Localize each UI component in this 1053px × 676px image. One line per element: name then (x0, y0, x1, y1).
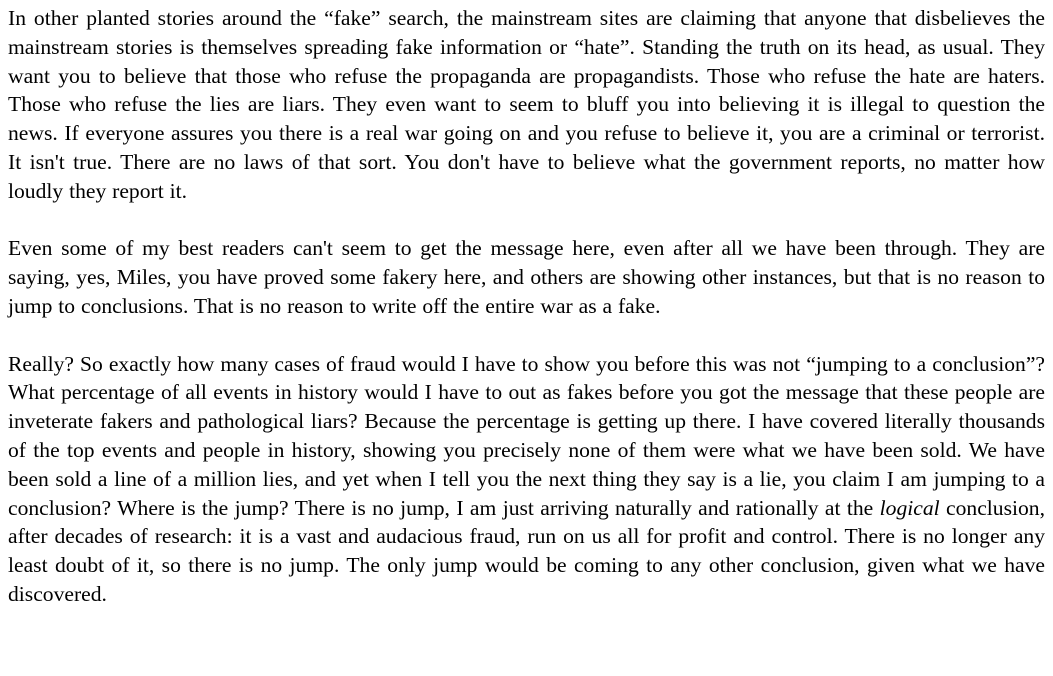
paragraph-3-emphasis: logical (879, 495, 940, 520)
paragraph-3-text-after: conclusion, after decades of research: it is a vast and audacious fraud, run on us all for profit and control. There is no longer any least doubt of it, so there is no jump. The only jump would be coming to any other conclusion, given what we have discovered. (8, 495, 1045, 606)
paragraph-1: In other planted stories around the “fake” search, the mainstream sites are claiming that anyone that disbelieves the mainstream stories is themselves spreading fake information or “hate”. Standing the truth on its head, as usual. They want you to believe that those who refuse the propaganda are propagandists. Those who refuse the hate are haters. Those who refuse the lies are liars. They even want to seem to bluff you into believing it is illegal to question the news. If everyone assures you there is a real war going on and you refuse to believe it, you are a criminal or terrorist. It isn't true. There are no laws of that sort. You don't have to believe what the government reports, no matter how loudly they report it. (8, 6, 1045, 203)
paragraph-3 (8, 350, 1045, 609)
paragraph-3-text-before: Really? So exactly how many cases of fraud would I have to show you before this was not “jumping to a conclusion”? What percentage of all events in history would I have to out as fakes before you got the message that these people are inveterate fakers and pathological liars? Because the percentage is getting up there. I have covered literally thousands of the top events and people in history, showing you precisely none of them were what we have been sold. We have been sold a line of a million lies, and yet when I tell you the next thing they say is a lie, you claim I am jumping to a conclusion? Where is the jump? There is no jump, I am just arriving naturally and rationally at the (8, 351, 1045, 520)
paragraph-2: Even some of my best readers can't seem to get the message here, even after all we have been through. They are saying, yes, Miles, you have proved some fakery here, and others are showing other instances, but that is no reason to jump to conclusions. That is no reason to write off the entire war as a fake. (8, 236, 1045, 318)
